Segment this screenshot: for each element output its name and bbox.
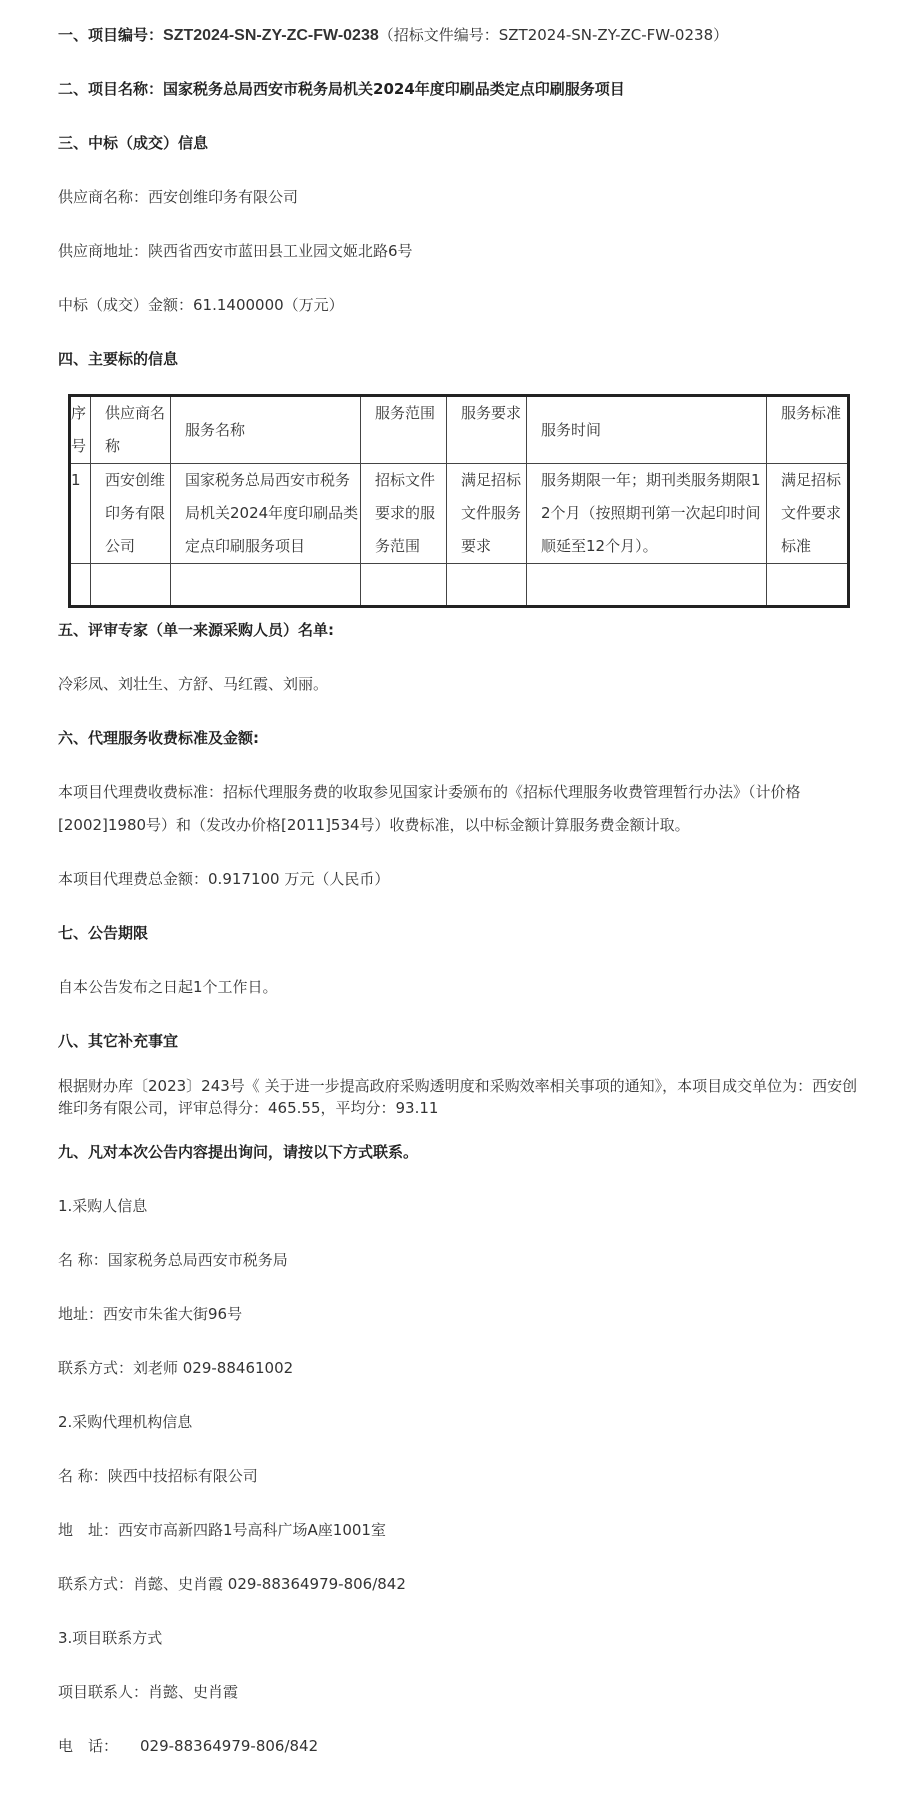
agency-name: 名 称：陕西中技招标有限公司 bbox=[58, 1467, 258, 1485]
supplementary-text: 根据财办库〔2023〕243号《 关于进一步提高政府采购透明度和采购效率相关事项的通知》，本项目成交单位为：西安创维印务有限公司，评审总得分：465.55，平均分：93.11 bbox=[58, 1077, 858, 1117]
project-number-line bbox=[58, 24, 858, 46]
table-cell: 满足招标文件服务要求 bbox=[447, 464, 527, 564]
contact-heading: 九、凡对本次公告内容提出询问，请按以下方式联系。 bbox=[58, 1143, 419, 1161]
agency-fee-total: 本项目代理费总金额：0.917100 万元（人民币） bbox=[58, 870, 390, 888]
table-header-cell: 服务范围 bbox=[361, 396, 447, 464]
review-experts-heading: 五、评审专家（单一来源采购人员）名单: bbox=[58, 621, 335, 639]
project-phone-line bbox=[58, 1735, 858, 1757]
table-header-cell: 供应商名称 bbox=[91, 396, 171, 464]
project-number-code: SZT2024-SN-ZY-ZC-FW-0238 bbox=[163, 27, 379, 44]
review-experts-names: 冷彩凤、刘壮生、方舒、马红霞、刘丽。 bbox=[58, 675, 329, 693]
table-header-cell: 服务名称 bbox=[171, 396, 361, 464]
table-row bbox=[70, 464, 849, 564]
table-header-cell: 服务时间 bbox=[527, 396, 767, 464]
main-subject-table bbox=[68, 394, 850, 608]
notice-period-heading: 七、公告期限 bbox=[58, 924, 149, 942]
table-header-row bbox=[70, 396, 849, 464]
main-subject-heading: 四、主要标的信息 bbox=[58, 350, 179, 368]
award-info-heading: 三、中标（成交）信息 bbox=[58, 134, 209, 152]
project-contact-title: 3.项目联系方式 bbox=[58, 1629, 163, 1647]
phone-label: 电 话： bbox=[58, 1737, 119, 1755]
buyer-name: 名 称：国家税务总局西安市税务局 bbox=[58, 1251, 288, 1269]
phone-value: 029-88364979-806/842 bbox=[140, 1737, 319, 1755]
table-cell: 1 bbox=[70, 464, 91, 564]
table-empty-row bbox=[70, 564, 849, 607]
buyer-info-title: 1.采购人信息 bbox=[58, 1197, 148, 1215]
table-header-cell: 序号 bbox=[70, 396, 91, 464]
supplementary-heading: 八、其它补充事宜 bbox=[58, 1032, 179, 1050]
table-cell: 西安创维印务有限公司 bbox=[91, 464, 171, 564]
supplier-name: 供应商名称：西安创维印务有限公司 bbox=[58, 188, 299, 206]
agency-info-title: 2.采购代理机构信息 bbox=[58, 1413, 193, 1431]
agency-fee-heading: 六、代理服务收费标准及金额: bbox=[58, 729, 259, 747]
agency-fee-standard: 本项目代理费收费标准：招标代理服务费的收取参见国家计委颁布的《招标代理服务收费管理暂行办法》（计价格[2002]1980号）和（发改办价格[2011]534号）收费标准，以中标金额计算服务费金额计取。 bbox=[58, 783, 801, 834]
table-cell: 招标文件要求的服务范围 bbox=[361, 464, 447, 564]
supplier-address: 供应商地址：陕西省西安市蓝田县工业园文姬北路6号 bbox=[58, 242, 413, 260]
table-cell: 满足招标文件要求标准 bbox=[767, 464, 849, 564]
project-name-line: 二、项目名称：国家税务总局西安市税务局机关2024年度印刷品类定点印刷服务项目 bbox=[58, 80, 625, 98]
award-amount: 中标（成交）金额：61.1400000（万元） bbox=[58, 296, 344, 314]
table-cell: 服务期限一年；期刊类服务期限12个月（按照期刊第一次起印时间顺延至12个月）。 bbox=[527, 464, 767, 564]
project-contact-person: 项目联系人：肖懿、史肖霞 bbox=[58, 1683, 239, 1701]
table-cell: 国家税务总局西安市税务局机关2024年度印刷品类定点印刷服务项目 bbox=[171, 464, 361, 564]
agency-address: 地 址：西安市高新四路1号高科广场A座1001室 bbox=[58, 1521, 386, 1539]
tender-file-number: （招标文件编号：SZT2024-SN-ZY-ZC-FW-0238） bbox=[378, 26, 729, 44]
table-header-cell: 服务要求 bbox=[447, 396, 527, 464]
buyer-address: 地址：西安市朱雀大街96号 bbox=[58, 1305, 243, 1323]
table-header-cell: 服务标准 bbox=[767, 396, 849, 464]
project-number-label: 一、项目编号： bbox=[58, 26, 164, 44]
agency-contact: 联系方式：肖懿、史肖霞 029-88364979-806/842 bbox=[58, 1575, 406, 1593]
notice-period-text: 自本公告发布之日起1个工作日。 bbox=[58, 978, 278, 996]
buyer-contact: 联系方式：刘老师 029-88461002 bbox=[58, 1359, 294, 1377]
